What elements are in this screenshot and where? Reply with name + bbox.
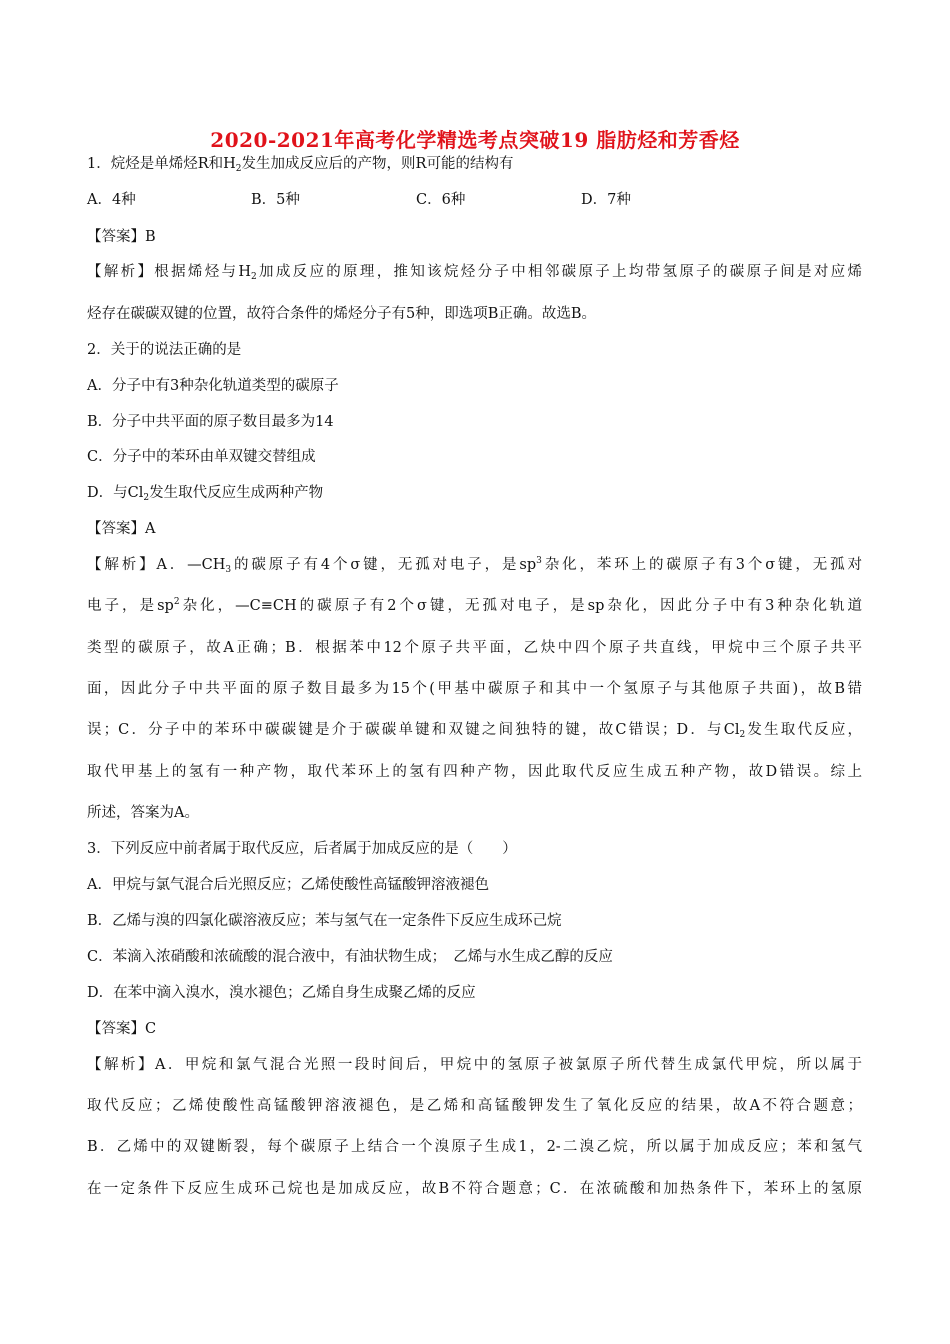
q2-option-a: A．分子中有3种杂化轨道类型的碳原子 [87,378,339,394]
q2-analysis-line-7: 所述，答案为A。 [87,805,199,821]
q2-answer: 【答案】A [87,521,156,537]
q2-analysis-line-4: 面，因此分子中共平面的原子数目最多为15个(甲基中碳原子和其中一个氢原子与其他原子共面)，故B错 [87,681,862,697]
q2-option-b: B．分子中共平面的原子数目最多为14 [87,414,334,430]
q1-analysis-line-1: 【解析】根据烯烃与$H_2$加成反应的原理，推知该烷烃分子中相邻碳原子上均带氢原子的碳原子间是对应烯 [87,264,862,282]
q2-analysis-line-3: 类型的碳原子，故A正确；B．根据苯中12个原子共平面，乙炔中四个原子共直线，甲烷中三个原子共平 [87,640,862,656]
question-1-stem: 1．烷烃是单烯烃R和$H_2$发生加成反应后的产物，则R可能的结构有 [87,156,514,174]
q3-analysis-line-4: 在一定条件下反应生成环己烷也是加成反应，故B不符合题意；C．在浓硫酸和加热条件下，苯环上的氢原 [87,1181,862,1197]
q1-option-c: C．6种 [416,192,466,208]
q2-option-c: C．分子中的苯环由单双键交替组成 [87,449,316,465]
page-title: 2020-2021年高考化学精选考点突破19 脂肪烃和芳香烃 [210,128,740,152]
q2-analysis-line-2: 电子，是$sp^2$杂化，—C≡CH的碳原子有2个σ键，无孤对电子，是sp杂化，因此分子中有3种杂化轨道 [87,597,862,614]
q1-option-b: B．5种 [251,192,300,208]
q3-option-d: D．在苯中滴入溴水，溴水褪色；乙烯自身生成聚乙烯的反应 [87,985,476,1001]
q3-answer: 【答案】C [87,1021,157,1037]
q3-analysis-line-1: 【解析】A．甲烷和氯气混合光照一段时间后，甲烷中的氢原子被氯原子所代替生成氯代甲烷，所以属于 [87,1057,862,1073]
q3-option-a: A．甲烷与氯气混合后光照反应；乙烯使酸性高锰酸钾溶液褪色 [87,877,489,893]
q2-analysis-line-6: 取代甲基上的氢有一种产物，取代苯环上的氢有四种产物，因此取代反应生成五种产物，故D错误。综上 [87,764,862,780]
q3-option-c: C．苯滴入浓硝酸和浓硫酸的混合液中，有油状物生成； 乙烯与水生成乙醇的反应 [87,949,613,965]
q3-analysis-line-3: B．乙烯中的双键断裂，每个碳原子上结合一个溴原子生成1，2-二溴乙烷，所以属于加成反应；苯和氢气 [87,1139,862,1155]
question-3-stem: 3．下列反应中前者属于取代反应，后者属于加成反应的是（ ） [87,841,517,857]
q1-analysis-line-2: 烃存在碳碳双键的位置，故符合条件的烯烃分子有5种，即选项B正确。故选B。 [87,306,597,322]
q1-answer: 【答案】B [87,229,156,245]
q2-analysis-line-5: 误；C．分子中的苯环中碳碳键是介于碳碳单键和双键之间独特的键，故C错误；D．与$Cl_2$发生取代反应， [87,722,863,740]
q2-option-d: D．与$Cl_2$发生取代反应生成两种产物 [87,485,324,503]
question-2-stem: 2．关于的说法正确的是 [87,342,242,358]
q1-option-a: A．4种 [87,192,136,208]
q3-option-b: B．乙烯与溴的四氯化碳溶液反应；苯与氢气在一定条件下反应生成环己烷 [87,913,562,929]
q2-analysis-line-1: 【解析】A．$—CH_3$的碳原子有4个σ键，无孤对电子，是$sp^3$杂化，苯环上的碳原子有3个σ键，无孤对 [87,556,862,575]
q3-analysis-line-2: 取代反应；乙烯使酸性高锰酸钾溶液褪色，是乙烯和高锰酸钾发生了氧化反应的结果，故A不符合题意； [87,1098,862,1114]
q1-option-d: D．7种 [581,192,631,208]
